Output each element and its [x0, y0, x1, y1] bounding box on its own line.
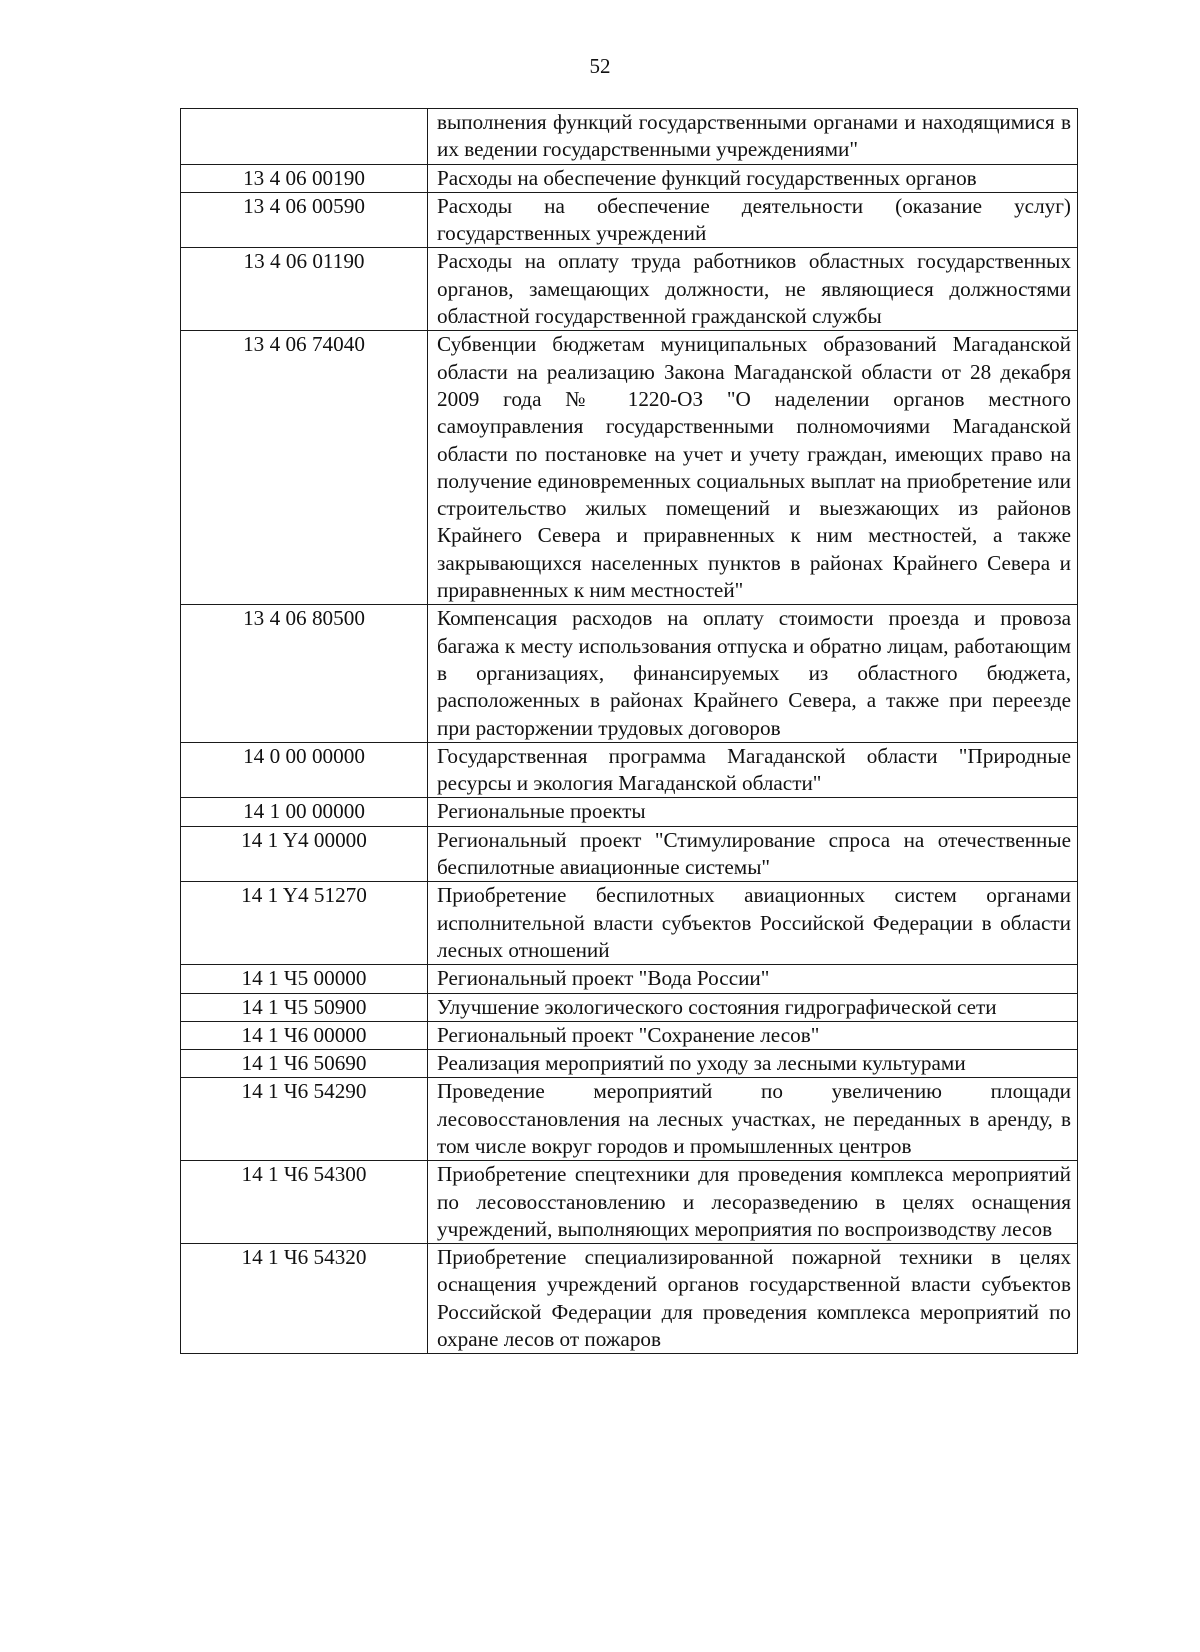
table-row	[181, 1161, 1078, 1244]
description-cell: Региональный проект "Вода России"	[428, 965, 1078, 993]
table-row	[181, 742, 1078, 798]
budget-codes-table	[180, 108, 1078, 1354]
code-cell: 14 1 Ч6 54300	[181, 1161, 428, 1244]
code-cell: 13 4 06 00190	[181, 164, 428, 192]
code-cell	[181, 109, 428, 165]
description-cell: Расходы на обеспечение функций государственных органов	[428, 164, 1078, 192]
code-cell: 14 1 Ч6 54290	[181, 1078, 428, 1161]
table-row	[181, 192, 1078, 248]
description-cell: Государственная программа Магаданской области "Природные ресурсы и экология Магаданской области"	[428, 742, 1078, 798]
description-cell: Улучшение экологического состояния гидрографической сети	[428, 993, 1078, 1021]
code-cell: 14 1 Ч6 54320	[181, 1244, 428, 1354]
table-row	[181, 993, 1078, 1021]
code-cell: 13 4 06 01190	[181, 248, 428, 331]
description-cell: выполнения функций государственными органами и находящимися в их ведении государственными учреждениями"	[428, 109, 1078, 165]
description-cell: Расходы на обеспечение деятельности (оказание услуг) государственных учреждений	[428, 192, 1078, 248]
table-row	[181, 1050, 1078, 1078]
code-cell: 14 1 Y4 00000	[181, 826, 428, 882]
description-cell: Проведение мероприятий по увеличению площади лесовосстановления на лесных участках, не переданных в аренду, в том числе вокруг городов и промышленных центров	[428, 1078, 1078, 1161]
code-cell: 14 1 Ч5 00000	[181, 965, 428, 993]
description-cell: Региональный проект "Сохранение лесов"	[428, 1021, 1078, 1049]
table-row	[181, 1244, 1078, 1354]
code-cell: 14 1 Ч5 50900	[181, 993, 428, 1021]
code-cell: 13 4 06 80500	[181, 605, 428, 742]
table-row	[181, 605, 1078, 742]
table-row	[181, 331, 1078, 605]
description-cell: Приобретение беспилотных авиационных систем органами исполнительной власти субъектов Российской Федерации в области лесных отношений	[428, 882, 1078, 965]
code-cell: 14 1 Ч6 00000	[181, 1021, 428, 1049]
description-cell: Реализация мероприятий по уходу за лесными культурами	[428, 1050, 1078, 1078]
code-cell: 14 0 00 00000	[181, 742, 428, 798]
table-row	[181, 248, 1078, 331]
code-cell: 13 4 06 00590	[181, 192, 428, 248]
page-number: 52	[589, 54, 611, 78]
code-cell: 14 1 Y4 51270	[181, 882, 428, 965]
description-cell: Приобретение специализированной пожарной техники в целях оснащения учреждений органов государственной власти субъектов Российской Федерации для проведения комплекса мероприятий по охране лесов от пожаров	[428, 1244, 1078, 1354]
description-cell: Компенсация расходов на оплату стоимости проезда и провоза багажа к месту использования отпуска и обратно лицам, работающим в организациях, финансируемых из областного бюджета, расположенных в районах Крайнего Севера, а также при переезде при расторжении трудовых договоров	[428, 605, 1078, 742]
code-cell: 14 1 Ч6 50690	[181, 1050, 428, 1078]
description-cell: Приобретение спецтехники для проведения комплекса мероприятий по лесовосстановлению и лесоразведению в целях оснащения учреждений, выполняющих мероприятия по воспроизводству лесов	[428, 1161, 1078, 1244]
description-cell: Расходы на оплату труда работников областных государственных органов, замещающих должности, не являющиеся должностями областной государственной гражданской службы	[428, 248, 1078, 331]
description-cell: Региональный проект "Стимулирование спроса на отечественные беспилотные авиационные системы"	[428, 826, 1078, 882]
table-row	[181, 826, 1078, 882]
table-row	[181, 164, 1078, 192]
table-row	[181, 1078, 1078, 1161]
description-cell: Субвенции бюджетам муниципальных образований Магаданской области на реализацию Закона Магаданской области от 28 декабря 2009 года № 1220-ОЗ "О наделении органов местного самоуправления государственными полномочиями Магаданской области по постановке на учет и учету граждан, имеющих право на получение единовременных социальных выплат на приобретение или строительство жилых помещений и выезжающих из районов Крайнего Севера и приравненных к ним местностей, а также закрывающихся населенных пунктов в районах Крайнего Севера и приравненных к ним местностей"	[428, 331, 1078, 605]
table-row	[181, 109, 1078, 165]
code-cell: 13 4 06 74040	[181, 331, 428, 605]
code-cell: 14 1 00 00000	[181, 798, 428, 826]
table-row	[181, 798, 1078, 826]
table-row	[181, 882, 1078, 965]
description-cell: Региональные проекты	[428, 798, 1078, 826]
table-row	[181, 1021, 1078, 1049]
table-row	[181, 965, 1078, 993]
